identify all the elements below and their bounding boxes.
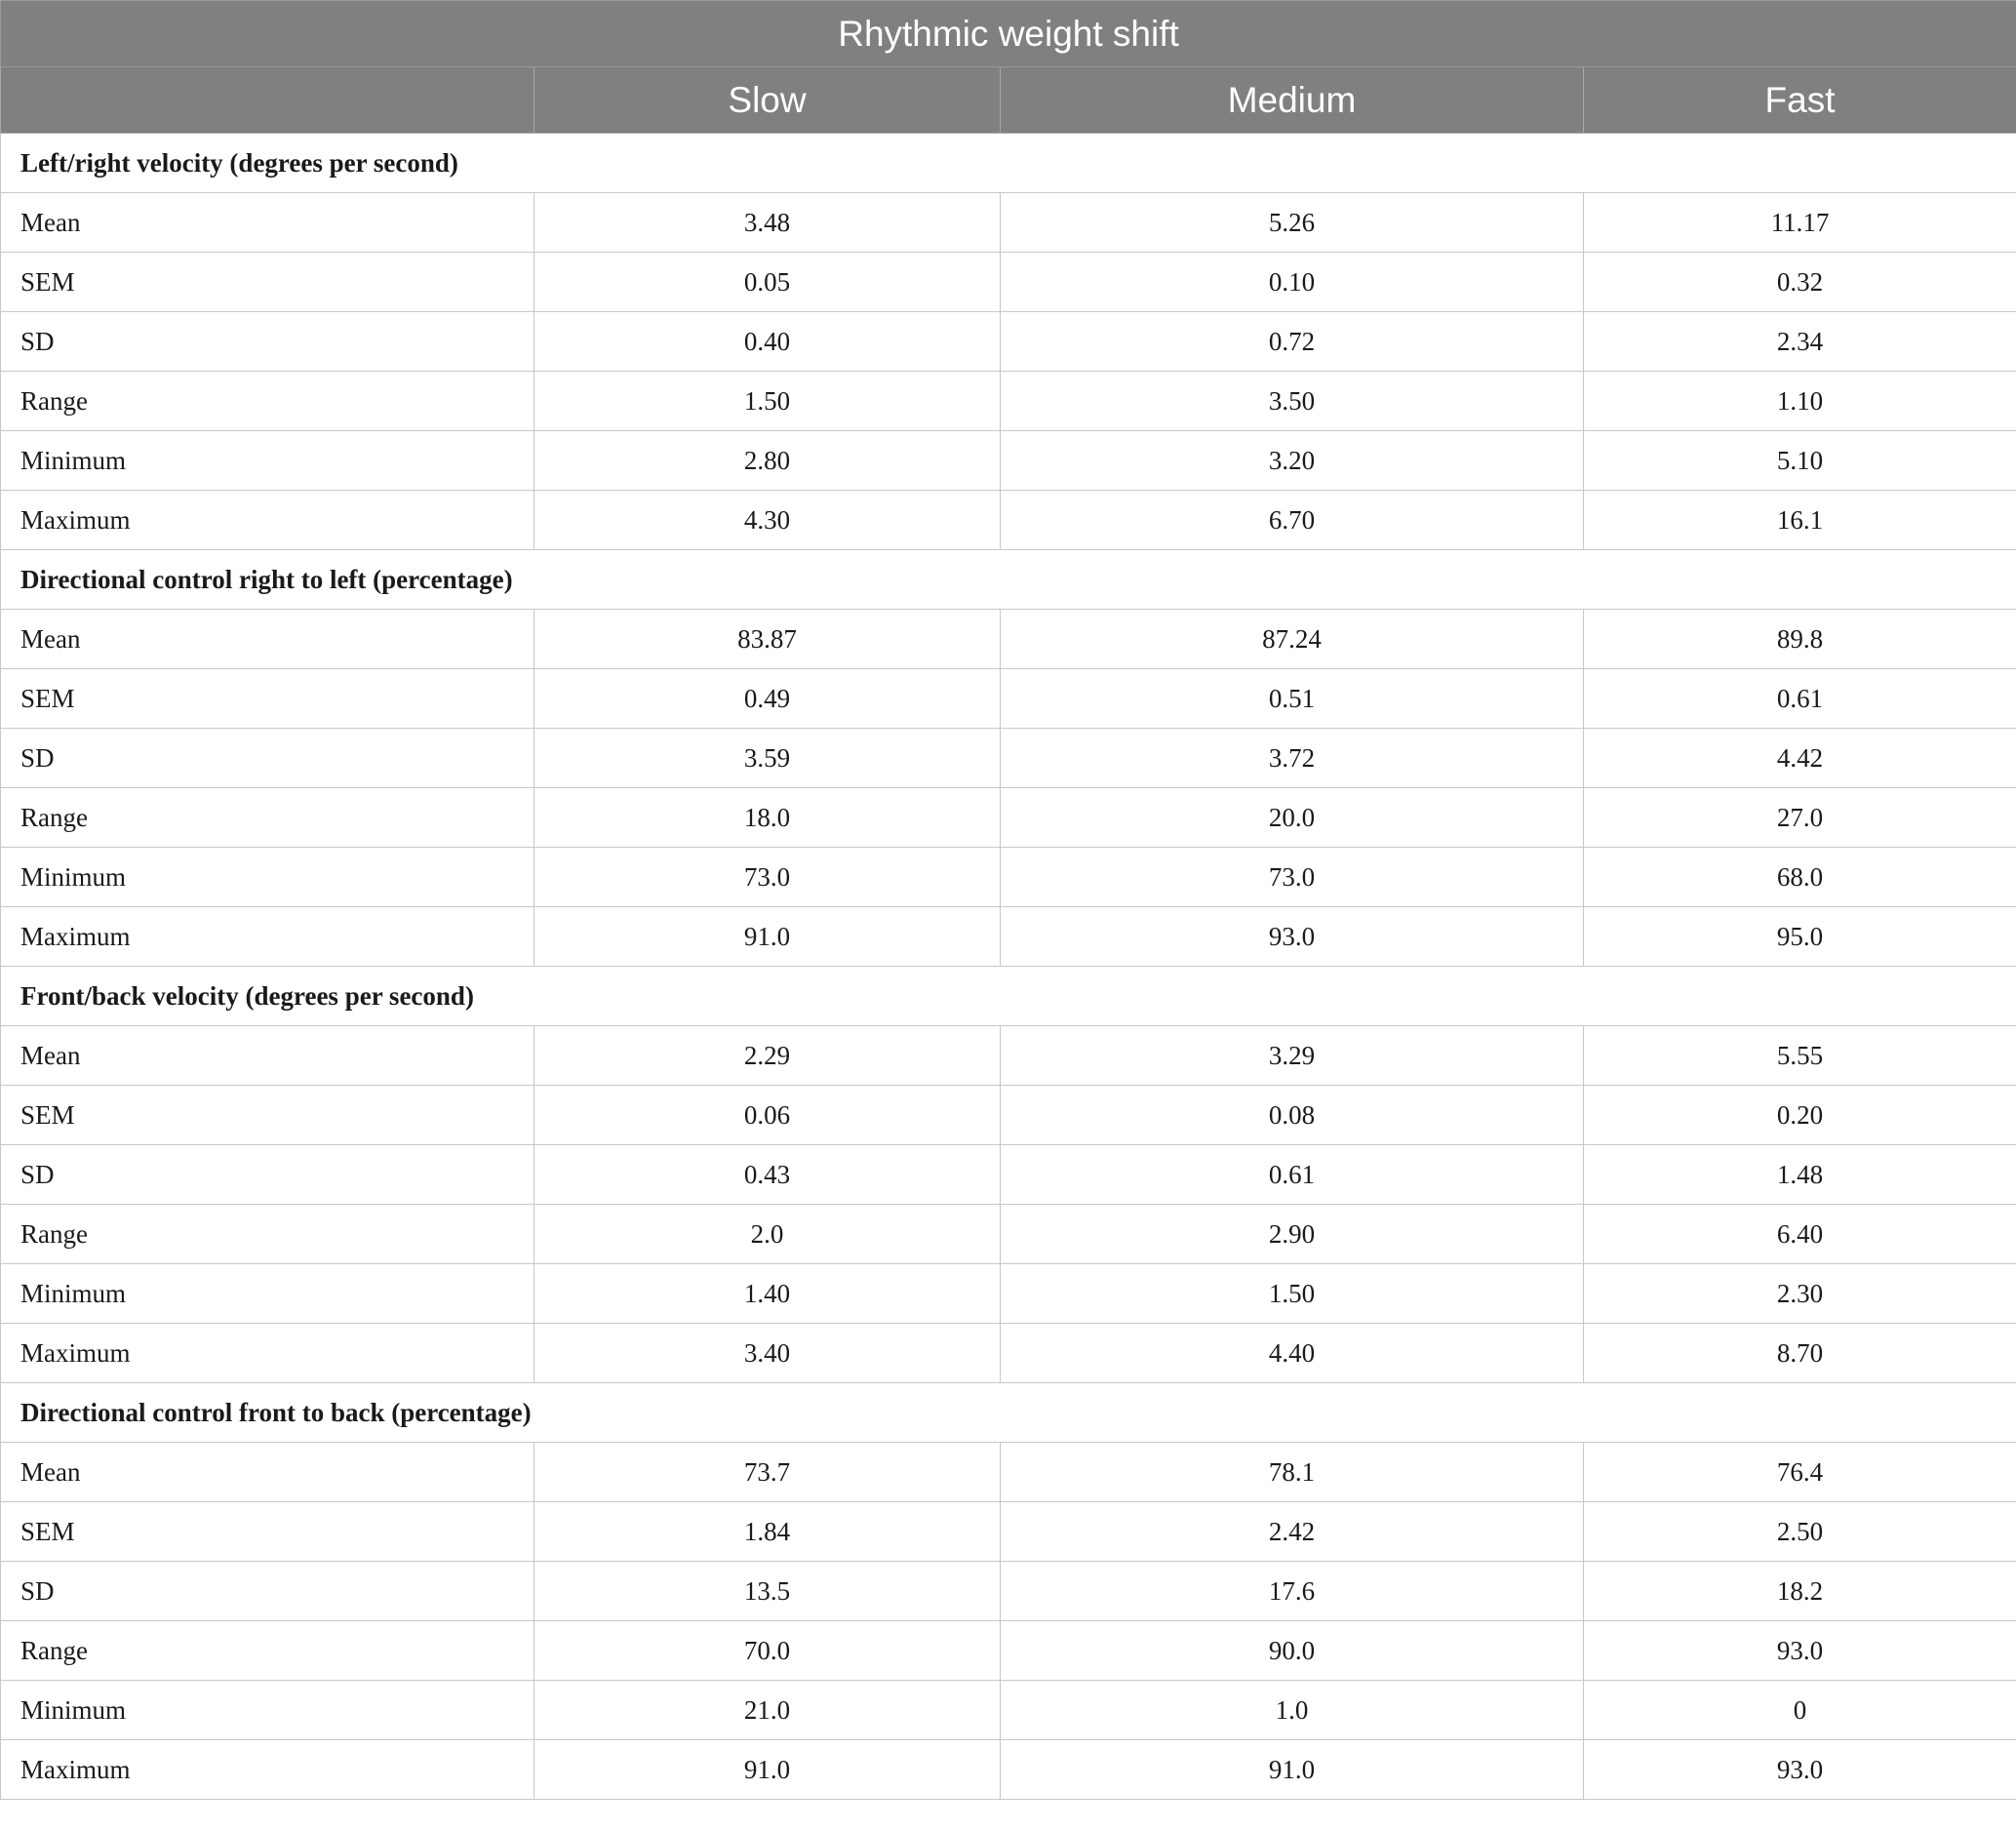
table-row xyxy=(1,1740,2016,1800)
cell-medium: 1.0 xyxy=(1001,1681,1584,1740)
cell-medium: 2.90 xyxy=(1001,1205,1584,1264)
cell-slow: 4.30 xyxy=(534,491,1001,550)
cell-slow: 70.0 xyxy=(534,1621,1001,1681)
cell-fast: 11.17 xyxy=(1584,193,2016,253)
cell-slow: 1.50 xyxy=(534,372,1001,431)
table-row xyxy=(1,193,2016,253)
table-row xyxy=(1,1264,2016,1324)
row-label: Minimum xyxy=(1,431,534,491)
cell-medium: 0.08 xyxy=(1001,1086,1584,1145)
cell-slow: 3.40 xyxy=(534,1324,1001,1383)
row-label: Mean xyxy=(1,1026,534,1086)
cell-medium: 0.10 xyxy=(1001,253,1584,312)
cell-medium: 93.0 xyxy=(1001,907,1584,967)
table-row xyxy=(1,729,2016,788)
column-header-slow: Slow xyxy=(534,67,1001,134)
cell-slow: 83.87 xyxy=(534,610,1001,669)
cell-slow: 3.48 xyxy=(534,193,1001,253)
cell-fast: 27.0 xyxy=(1584,788,2016,848)
cell-fast: 5.55 xyxy=(1584,1026,2016,1086)
cell-slow: 0.40 xyxy=(534,312,1001,372)
table-body xyxy=(1,134,2016,1800)
cell-medium: 20.0 xyxy=(1001,788,1584,848)
column-header-row xyxy=(1,67,2016,134)
table-row xyxy=(1,788,2016,848)
row-label: Range xyxy=(1,1205,534,1264)
column-header-fast: Fast xyxy=(1584,67,2016,134)
row-label: SD xyxy=(1,312,534,372)
section-heading: Directional control front to back (percentage) xyxy=(1,1383,2016,1443)
table-row xyxy=(1,372,2016,431)
cell-fast: 2.34 xyxy=(1584,312,2016,372)
cell-slow: 21.0 xyxy=(534,1681,1001,1740)
cell-slow: 1.84 xyxy=(534,1502,1001,1562)
section-heading: Left/right velocity (degrees per second) xyxy=(1,134,2016,193)
cell-medium: 1.50 xyxy=(1001,1264,1584,1324)
cell-medium: 0.51 xyxy=(1001,669,1584,729)
cell-fast: 0 xyxy=(1584,1681,2016,1740)
section-heading-row xyxy=(1,550,2016,610)
cell-fast: 6.40 xyxy=(1584,1205,2016,1264)
table-row xyxy=(1,253,2016,312)
cell-medium: 17.6 xyxy=(1001,1562,1584,1621)
row-label: Mean xyxy=(1,1443,534,1502)
cell-slow: 3.59 xyxy=(534,729,1001,788)
cell-medium: 5.26 xyxy=(1001,193,1584,253)
cell-slow: 2.80 xyxy=(534,431,1001,491)
cell-fast: 0.20 xyxy=(1584,1086,2016,1145)
table-row xyxy=(1,610,2016,669)
row-label: Maximum xyxy=(1,1324,534,1383)
cell-slow: 91.0 xyxy=(534,907,1001,967)
row-label: Maximum xyxy=(1,907,534,967)
cell-slow: 13.5 xyxy=(534,1562,1001,1621)
row-label: SEM xyxy=(1,1086,534,1145)
table-title: Rhythmic weight shift xyxy=(1,1,2016,67)
cell-fast: 8.70 xyxy=(1584,1324,2016,1383)
cell-slow: 18.0 xyxy=(534,788,1001,848)
row-label: Range xyxy=(1,788,534,848)
cell-fast: 68.0 xyxy=(1584,848,2016,907)
cell-fast: 4.42 xyxy=(1584,729,2016,788)
section-heading-row xyxy=(1,134,2016,193)
cell-fast: 93.0 xyxy=(1584,1621,2016,1681)
cell-fast: 76.4 xyxy=(1584,1443,2016,1502)
row-label: SD xyxy=(1,1562,534,1621)
cell-medium: 73.0 xyxy=(1001,848,1584,907)
table-row xyxy=(1,431,2016,491)
table-row xyxy=(1,1324,2016,1383)
table-row xyxy=(1,1621,2016,1681)
table-row xyxy=(1,848,2016,907)
table-row xyxy=(1,669,2016,729)
row-label: SD xyxy=(1,1145,534,1205)
cell-medium: 0.72 xyxy=(1001,312,1584,372)
row-label: SEM xyxy=(1,1502,534,1562)
table-row xyxy=(1,1502,2016,1562)
table-row xyxy=(1,491,2016,550)
cell-slow: 73.7 xyxy=(534,1443,1001,1502)
table-row xyxy=(1,1681,2016,1740)
section-heading-row xyxy=(1,1383,2016,1443)
row-label: SD xyxy=(1,729,534,788)
row-label: Maximum xyxy=(1,1740,534,1800)
cell-fast: 1.48 xyxy=(1584,1145,2016,1205)
table-row xyxy=(1,312,2016,372)
cell-fast: 16.1 xyxy=(1584,491,2016,550)
cell-medium: 3.20 xyxy=(1001,431,1584,491)
row-label: SEM xyxy=(1,253,534,312)
cell-medium: 3.29 xyxy=(1001,1026,1584,1086)
row-label: Range xyxy=(1,1621,534,1681)
cell-medium: 0.61 xyxy=(1001,1145,1584,1205)
row-label: Minimum xyxy=(1,848,534,907)
cell-fast: 1.10 xyxy=(1584,372,2016,431)
column-header-medium: Medium xyxy=(1001,67,1584,134)
cell-medium: 4.40 xyxy=(1001,1324,1584,1383)
row-label: Minimum xyxy=(1,1681,534,1740)
table-row xyxy=(1,1205,2016,1264)
section-heading: Front/back velocity (degrees per second) xyxy=(1,967,2016,1026)
row-label: SEM xyxy=(1,669,534,729)
cell-fast: 95.0 xyxy=(1584,907,2016,967)
cell-medium: 3.72 xyxy=(1001,729,1584,788)
row-label: Minimum xyxy=(1,1264,534,1324)
table-row xyxy=(1,1026,2016,1086)
table-row xyxy=(1,907,2016,967)
cell-fast: 0.32 xyxy=(1584,253,2016,312)
cell-fast: 5.10 xyxy=(1584,431,2016,491)
table-row xyxy=(1,1443,2016,1502)
cell-fast: 89.8 xyxy=(1584,610,2016,669)
cell-slow: 2.0 xyxy=(534,1205,1001,1264)
cell-fast: 93.0 xyxy=(1584,1740,2016,1800)
cell-medium: 6.70 xyxy=(1001,491,1584,550)
row-label: Mean xyxy=(1,193,534,253)
cell-slow: 1.40 xyxy=(534,1264,1001,1324)
cell-slow: 2.29 xyxy=(534,1026,1001,1086)
cell-fast: 18.2 xyxy=(1584,1562,2016,1621)
cell-slow: 0.43 xyxy=(534,1145,1001,1205)
row-label: Range xyxy=(1,372,534,431)
cell-medium: 91.0 xyxy=(1001,1740,1584,1800)
table-row xyxy=(1,1086,2016,1145)
row-label: Mean xyxy=(1,610,534,669)
cell-fast: 0.61 xyxy=(1584,669,2016,729)
cell-slow: 0.06 xyxy=(534,1086,1001,1145)
cell-medium: 87.24 xyxy=(1001,610,1584,669)
table-title-row xyxy=(1,1,2016,67)
cell-slow: 0.05 xyxy=(534,253,1001,312)
cell-medium: 2.42 xyxy=(1001,1502,1584,1562)
section-heading-row xyxy=(1,967,2016,1026)
cell-fast: 2.30 xyxy=(1584,1264,2016,1324)
cell-slow: 0.49 xyxy=(534,669,1001,729)
cell-fast: 2.50 xyxy=(1584,1502,2016,1562)
cell-medium: 78.1 xyxy=(1001,1443,1584,1502)
table-row xyxy=(1,1562,2016,1621)
row-label: Maximum xyxy=(1,491,534,550)
cell-slow: 73.0 xyxy=(534,848,1001,907)
table-row xyxy=(1,1145,2016,1205)
cell-medium: 3.50 xyxy=(1001,372,1584,431)
section-heading: Directional control right to left (percentage) xyxy=(1,550,2016,610)
cell-slow: 91.0 xyxy=(534,1740,1001,1800)
cell-medium: 90.0 xyxy=(1001,1621,1584,1681)
column-header-stat xyxy=(1,67,534,134)
